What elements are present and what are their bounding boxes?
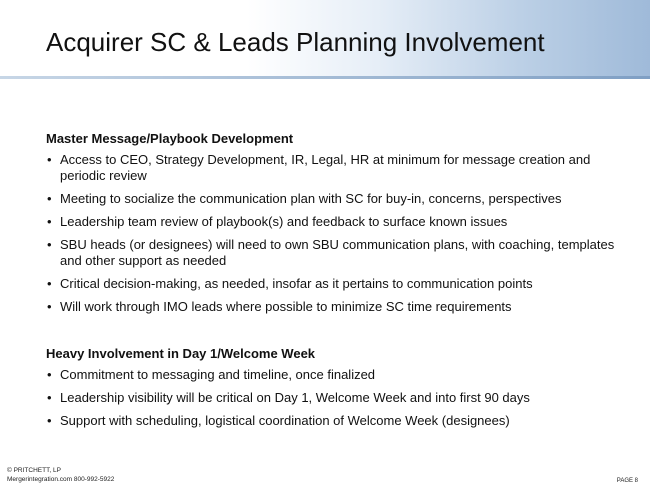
footer-credits: [7, 466, 114, 484]
list-item: [46, 413, 616, 429]
section-day1-welcome-week: [46, 346, 616, 436]
bullet-icon: •: [47, 152, 52, 167]
list-item: [46, 191, 616, 207]
list-item-text: Leadership visibility will be critical on Day 1, Welcome Week and into first 90 days: [60, 390, 530, 405]
section-heading: Heavy Involvement in Day 1/Welcome Week: [46, 346, 316, 361]
bullet-icon: •: [47, 390, 52, 405]
list-item: [46, 276, 616, 292]
bullet-icon: •: [47, 191, 52, 206]
list-item-text: Meeting to socialize the communication plan with SC for buy-in, concerns, perspectives: [60, 191, 562, 206]
list-item-text: Access to CEO, Strategy Development, IR, Legal, HR at minimum for message creation and periodic review: [60, 152, 591, 183]
list-item-text: Critical decision-making, as needed, insofar as it pertains to communication points: [60, 276, 533, 291]
slide-title: Acquirer SC & Leads Planning Involvement: [46, 27, 545, 57]
bullet-icon: •: [47, 413, 52, 428]
bullet-icon: •: [47, 276, 52, 291]
section-playbook-development: [46, 131, 616, 322]
title-divider: [0, 76, 650, 79]
list-item: [46, 299, 616, 315]
footer-contact: Mergerintegration.com 800-992-5922: [7, 476, 115, 483]
bullet-icon: •: [47, 367, 52, 382]
list-item: [46, 214, 616, 230]
section-heading: Master Message/Playbook Development: [46, 131, 294, 146]
list-item-text: SBU heads (or designees) will need to own SBU communication plans, with coaching, templates and other support as needed: [60, 237, 615, 268]
bullet-icon: •: [47, 237, 52, 252]
bullet-list: [46, 152, 616, 315]
list-item-text: Leadership team review of playbook(s) and feedback to surface known issues: [60, 214, 508, 229]
list-item: [46, 237, 616, 269]
bullet-icon: •: [47, 299, 52, 314]
list-item: [46, 390, 616, 406]
footer-copyright: © PRITCHETT, LP: [7, 467, 61, 474]
bullet-list: [46, 367, 616, 429]
list-item-text: Commitment to messaging and timeline, once finalized: [60, 367, 376, 382]
list-item-text: Will work through IMO leads where possible to minimize SC time requirements: [60, 299, 512, 314]
bullet-icon: •: [47, 214, 52, 229]
list-item-text: Support with scheduling, logistical coordination of Welcome Week (designees): [60, 413, 510, 428]
page-number: PAGE 8: [616, 478, 638, 484]
list-item: [46, 367, 616, 383]
list-item: [46, 152, 616, 184]
